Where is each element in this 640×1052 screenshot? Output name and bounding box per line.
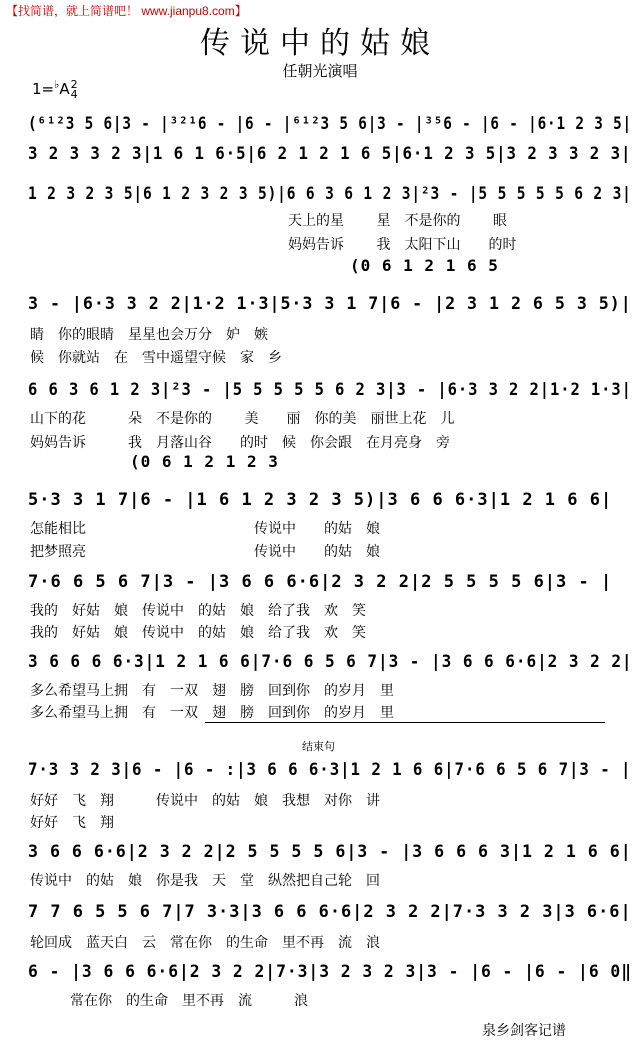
lyric-line: 妈妈告诉 我 太阳下山 的时: [288, 237, 517, 253]
time-signature-bottom: 4: [70, 87, 78, 101]
transcriber-credit: 泉乡剑客记谱: [482, 1023, 566, 1039]
staff-line: 7·6 6 5 6 7|3 - |3 6 6 6·6|2 3 2 2|2 5 5 5 5 6|3 - |: [28, 572, 613, 592]
staff-line: 3 6 6 6 6·3|1 2 1 6 6|7·6 6 5 6 7|3 - |3 6 6 6·6|2 3 2 2|: [28, 652, 633, 672]
staff-line: 3 - |6·3 3 2 2|1·2 1·3|5·3 3 1 7|6 - |2 3 1 2 6 5 3 5)|: [28, 294, 632, 314]
lyric-line: 山下的花 朵 不是你的 美 丽 你的美 丽世上花 儿: [30, 411, 455, 427]
song-title: 传说中的姑娘: [200, 26, 440, 61]
key-signature: [32, 78, 78, 100]
lyric-line: 多么希望马上拥 有 一双 翅 膀 回到你 的岁月 里: [30, 705, 394, 721]
staff-line: 6 - |3 6 6 6·6|2 3 2 2|7·3|3 2 3 2 3|3 - |6 - |6 - |6 0‖: [28, 962, 632, 982]
ending-label: 结束句: [302, 740, 335, 753]
intro-phrase: (0 6 1 2 1 6 5: [350, 256, 499, 275]
staff-line: 3 2 3 3 2 3|1 6 1 6·5|6 2 1 2 1 6 5|6·1 2 3 5|3 2 3 3 2 3|: [28, 144, 632, 164]
singer-credit: 任朝光演唱: [282, 62, 358, 80]
lyric-line: 怎能相比 传说中 的姑 娘: [30, 521, 380, 537]
lyric-line: 常在你 的生命 里不再 流 浪: [70, 993, 308, 1009]
staff-line: 6 6 3 6 1 2 3|²3 - |5 5 5 5 5 6 2 3|3 - |6·3 3 2 2|1·2 1·3|: [28, 380, 632, 400]
lyric-line: 好好 飞 翔: [30, 815, 114, 831]
key-note: A: [59, 80, 70, 98]
staff-line: 1 2 3 2 3 5|6 1 2 3 2 3 5)|6 6 3 6 1 2 3|²3 - |5 5 5 5 5 6 2 3|: [28, 184, 632, 204]
lyric-line: 睛 你的眼睛 星星也会万分 妒 嫉: [30, 327, 268, 343]
lyric-line: 我的 好姑 娘 传说中 的姑 娘 给了我 欢 笑: [30, 625, 366, 641]
staff-line: (⁶¹²3 5 6|3 - |³²¹6 - |6 - |⁶¹²3 5 6|3 - |³⁵6 - |6 - |6·1 2 3 5|: [28, 114, 632, 134]
lyric-line: 候 你就站 在 雪中遥望守候 家 乡: [30, 350, 282, 366]
lyric-line: 把梦照亮 传说中 的姑 娘: [30, 544, 380, 560]
site-banner: 【找简谱，就上简谱吧！ www.jianpu8.com】: [6, 4, 247, 18]
lyric-line: 多么希望马上拥 有 一双 翅 膀 回到你 的岁月 里: [30, 683, 394, 699]
key-prefix: 1=: [32, 80, 55, 98]
lyric-line: 天上的星 星 不是你的 眼: [288, 213, 507, 229]
flat-sign: ♭: [54, 78, 60, 91]
lyric-line: 妈妈告诉 我 月落山谷 的时 候 你会跟 在月亮身 旁: [30, 435, 450, 451]
intro-phrase: (0 6 1 2 1 2 3: [130, 452, 279, 471]
lyric-line: 轮回成 蓝天白 云 常在你 的生命 里不再 流 浪: [30, 935, 380, 951]
staff-line: 5·3 3 1 7|6 - |1 6 1 2 3 2 3 5)|3 6 6 6·3|1 2 1 6 6|: [28, 490, 613, 510]
ending-bracket: [205, 722, 605, 723]
staff-line: 3 6 6 6·6|2 3 2 2|2 5 5 5 5 6|3 - |3 6 6 6 3|1 2 1 6 6|: [28, 842, 632, 862]
staff-line: 7 7 6 5 5 6 7|7 3·3|3 6 6 6·6|2 3 2 2|7·3 3 2 3|3 6·6|: [28, 902, 632, 922]
time-signature-top: 2: [70, 77, 78, 91]
time-signature: [70, 77, 78, 101]
lyric-line: 传说中 的姑 娘 你是我 天 堂 纵然把自己轮 回: [30, 873, 380, 889]
lyric-line: 好好 飞 翔 传说中 的姑 娘 我想 对你 讲: [30, 793, 380, 809]
lyric-line: 我的 好姑 娘 传说中 的姑 娘 给了我 欢 笑: [30, 603, 366, 619]
staff-line: 7·3 3 2 3|6 - |6 - :|3 6 6 6·3|1 2 1 6 6|7·6 6 5 6 7|3 - |: [28, 760, 632, 780]
